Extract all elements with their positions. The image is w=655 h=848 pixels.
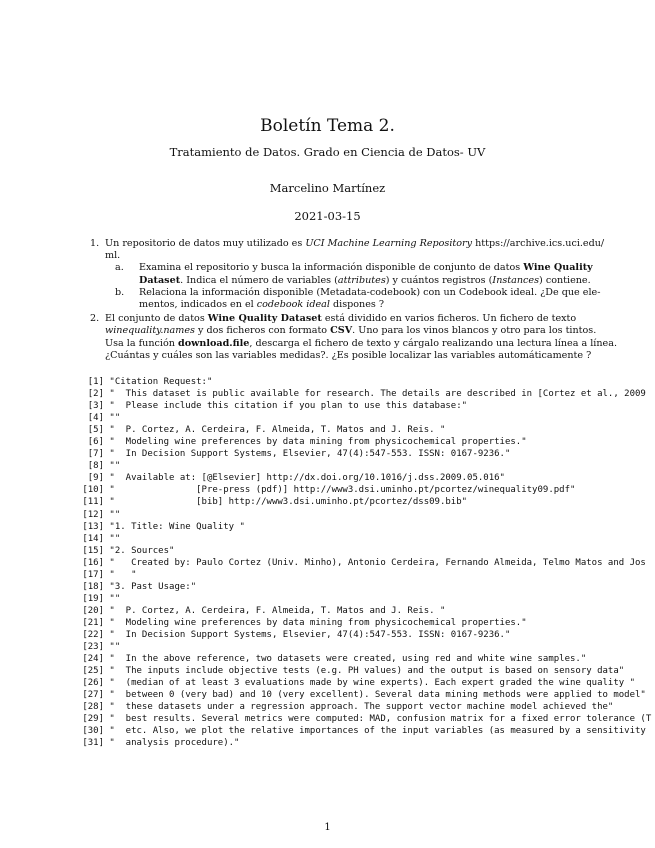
- document-date: 2021-03-15: [294, 209, 361, 223]
- page-number: 1: [324, 822, 331, 833]
- line-text: " In Decision Support Systems, Elsevier, 47(4):547-553. ISSN: 0167-9236.": [104, 449, 511, 460]
- line-index: [1]: [87, 377, 104, 387]
- code-line: [80, 388, 655, 400]
- line-text: "1. Title: Wine Quality ": [104, 521, 245, 532]
- line-text: " P. Cortez, A. Cerdeira, F. Almeida, T. Matos and J. Reis. ": [104, 605, 446, 616]
- line-text: " ": [104, 569, 137, 580]
- line-index: [24]: [82, 654, 104, 665]
- code-line: [80, 725, 655, 737]
- line-index: [17]: [82, 569, 104, 580]
- line-text: "Citation Request:": [104, 377, 213, 387]
- line-text: " This dataset is public available for research. The details are described in [Cortez et al., 2009: [104, 389, 646, 400]
- code-line: [80, 737, 655, 749]
- subitem-letter: b.: [115, 286, 125, 298]
- code-line: [80, 593, 655, 605]
- line-text: " In the above reference, two datasets were created, using red and white wine samples.": [104, 654, 587, 665]
- line-index: [5]: [87, 425, 104, 436]
- line-text: " these datasets under a regression approach. The support vector machine model achieved the": [104, 702, 614, 713]
- line-text: " P. Cortez, A. Cerdeira, F. Almeida, T. Matos and J. Reis. ": [104, 425, 446, 436]
- text: ) contiene.: [539, 274, 591, 286]
- text: . Indica el número de variables (: [180, 274, 338, 286]
- line-text: " between 0 (very bad) and 10 (very excellent). Several data mining methods were applied to model": [104, 690, 646, 701]
- exercise-list: [90, 238, 617, 364]
- line-text: " etc. Also, we plot the relative importances of the input variables (as measured by a sensitivity: [104, 726, 646, 737]
- item-2-line-2: [105, 325, 597, 337]
- document-author: Marcelino Martínez: [269, 181, 386, 195]
- code-line: [80, 545, 655, 557]
- code-line: [80, 677, 655, 689]
- line-index: [12]: [82, 509, 104, 520]
- line-index: [8]: [87, 461, 104, 472]
- code-line: [80, 412, 655, 424]
- code-line: [80, 701, 655, 713]
- item-2-line-1: [105, 313, 590, 325]
- subitem-a-line-1: [139, 262, 593, 274]
- code-line: [80, 665, 655, 677]
- code-line: [80, 629, 655, 641]
- line-index: [13]: [82, 521, 104, 532]
- line-index: [18]: [82, 581, 104, 592]
- line-index: [19]: [82, 593, 104, 604]
- document-subtitle: Tratamiento de Datos. Grado en Ciencia de Datos- UV: [169, 145, 486, 159]
- code-output-block: [80, 376, 655, 749]
- line-index: [11]: [82, 497, 104, 508]
- text: Examina el repositorio y busca la información disponible de conjunto de datos: [139, 262, 524, 274]
- italic-term: Instances: [492, 274, 540, 286]
- line-index: [25]: [82, 666, 104, 677]
- line-index: [29]: [82, 714, 104, 725]
- repository-url: https://archive.ics.uci.edu/: [472, 238, 605, 249]
- line-index: [7]: [87, 449, 104, 460]
- code-line: [80, 569, 655, 581]
- exercise-subitem-a: [115, 262, 593, 286]
- subitem-b-line-1: Relaciona la información disponible (Metadata-codebook) con un Codebook ideal. ¿De que ele-: [139, 286, 601, 298]
- line-text: " Modeling wine preferences by data mining from physicochemical properties.": [104, 617, 527, 628]
- line-text: " Created by: Paulo Cortez (Univ. Minho), Antonio Cerdeira, Fernando Almeida, Telmo Matos and Jos: [104, 557, 646, 568]
- text: está dividido en varios ficheros. Un fichero de texto: [321, 313, 577, 325]
- line-index: [30]: [82, 726, 104, 737]
- italic-term: codebook ideal: [256, 299, 330, 311]
- line-index: [4]: [87, 413, 104, 424]
- text: El conjunto de datos: [105, 313, 208, 325]
- line-index: [10]: [82, 485, 104, 496]
- line-text: "": [104, 593, 121, 604]
- line-text: " The inputs include objective tests (e.g. PH values) and the output is based on sensory data": [104, 666, 625, 677]
- line-text: "3. Past Usage:": [104, 581, 197, 592]
- format-name: CSV: [330, 325, 353, 337]
- line-index: [9]: [87, 473, 104, 484]
- subitem-a-line-2: [139, 275, 590, 287]
- item-2-line-3: [105, 337, 617, 350]
- line-index: [6]: [87, 437, 104, 448]
- item-1-line-1: [105, 238, 605, 250]
- text: Usa la función: [105, 337, 178, 349]
- line-index: [23]: [82, 642, 104, 653]
- code-line: [80, 460, 655, 472]
- line-text: "": [104, 413, 121, 424]
- line-index: [21]: [82, 617, 104, 628]
- line-index: [2]: [87, 389, 104, 400]
- line-text: " [Pre-press (pdf)] http://www3.dsi.uminho.pt/pcortez/winequality09.pdf": [104, 485, 576, 496]
- exercise-subitem-b: [115, 286, 601, 311]
- line-index: [28]: [82, 702, 104, 713]
- code-line: [80, 424, 655, 436]
- line-index: [26]: [82, 678, 104, 689]
- line-text: " analysis procedure).": [104, 738, 240, 749]
- line-text: " (median of at least 3 evaluations made by wine experts). Each expert graded the wine quality ": [104, 678, 636, 689]
- line-text: " [bib] http://www3.dsi.uminho.pt/pcortez/dss09.bib": [104, 497, 468, 508]
- code-line: [80, 581, 655, 593]
- code-line: [80, 484, 655, 496]
- line-text: " Please include this citation if you plan to use this database:": [104, 401, 468, 412]
- line-text: " Modeling wine preferences by data mining from physicochemical properties.": [104, 437, 527, 448]
- code-line: [80, 533, 655, 545]
- code-line: [80, 617, 655, 629]
- line-text: "": [104, 509, 121, 520]
- document-title: Boletín Tema 2.: [260, 116, 395, 136]
- repository-name: UCI Machine Learning Repository: [305, 238, 473, 249]
- code-line: [80, 605, 655, 617]
- code-line: [80, 689, 655, 701]
- file-name: winequality.names: [105, 325, 195, 337]
- code-line: [80, 641, 655, 653]
- line-text: "2. Sources": [104, 545, 175, 556]
- item-number: 2.: [90, 313, 100, 325]
- text: . Uno para los vinos blancos y otro para los tintos.: [352, 325, 597, 337]
- subitem-b-line-2: [139, 299, 590, 311]
- dataset-name: Wine Quality Dataset: [207, 313, 322, 325]
- line-text: "": [104, 642, 121, 653]
- code-line: [80, 521, 655, 533]
- code-line: [80, 448, 655, 460]
- line-index: [22]: [82, 629, 104, 640]
- item-1-line-2: ml.: [105, 250, 121, 262]
- line-index: [15]: [82, 545, 104, 556]
- text: , descarga el fichero de texto y cárgalo realizando una lectura línea a línea.: [249, 337, 617, 349]
- code-line: [80, 376, 655, 388]
- text: Un repositorio de datos muy utilizado es: [105, 238, 306, 249]
- text: dispones ?: [329, 299, 385, 311]
- line-index: [16]: [82, 557, 104, 568]
- line-index: [14]: [82, 533, 104, 544]
- item-2-line-4: ¿Cuántas y cuáles son las variables medidas?. ¿Es posible localizar las variables automáticamente ?: [105, 349, 592, 361]
- line-index: [20]: [82, 605, 104, 616]
- text: ) y cuántos registros (: [385, 274, 493, 286]
- function-name: download.file: [177, 337, 250, 349]
- italic-term: attributes: [337, 274, 386, 286]
- line-text: "": [104, 533, 121, 544]
- dataset-name: Wine Quality: [523, 262, 593, 274]
- text: y dos ficheros con formato: [194, 325, 331, 337]
- code-line: [80, 713, 655, 725]
- code-line: [80, 557, 655, 569]
- line-text: " In Decision Support Systems, Elsevier, 47(4):547-553. ISSN: 0167-9236.": [104, 629, 511, 640]
- line-text: "": [104, 461, 121, 472]
- code-line: [80, 509, 655, 521]
- code-line: [80, 496, 655, 508]
- line-text: " best results. Several metrics were computed: MAD, confusion matrix for a fixed error tolerance (T: [104, 714, 652, 725]
- code-line: [80, 436, 655, 448]
- text: mentos, indicados en el: [139, 299, 257, 311]
- code-line: [80, 472, 655, 484]
- exercise-item-2: [90, 313, 617, 362]
- item-number: 1.: [90, 238, 100, 249]
- line-index: [31]: [82, 738, 104, 749]
- dataset-name: Dataset: [139, 274, 181, 286]
- code-line: [80, 400, 655, 412]
- line-index: [27]: [82, 690, 104, 701]
- line-index: [3]: [87, 401, 104, 412]
- line-text: " Available at: [@Elsevier] http://dx.doi.org/10.1016/j.dss.2009.05.016": [104, 473, 505, 484]
- subitem-letter: a.: [115, 262, 124, 274]
- exercise-item-1: [90, 238, 605, 311]
- code-line: [80, 653, 655, 665]
